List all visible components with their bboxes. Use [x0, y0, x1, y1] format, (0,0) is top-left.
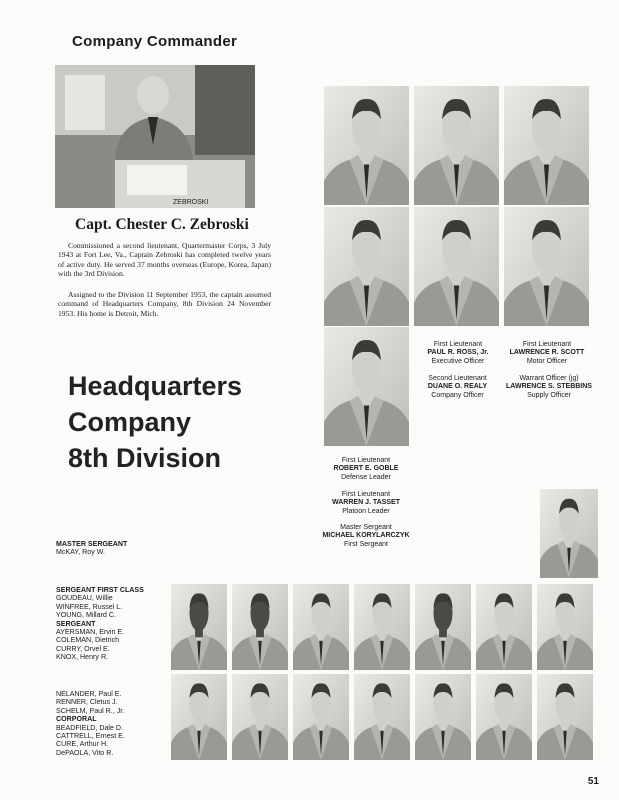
portrait-photo: [537, 674, 593, 760]
roster-name: GOUDEAU, Willie: [56, 594, 113, 603]
roster-master-sergeant: MASTER SERGEANT McKAY, Roy W.: [56, 540, 128, 557]
portrait-photo: [171, 674, 227, 760]
page-number: 51: [587, 776, 599, 787]
roster-name: YOUNG, Millard C.: [56, 611, 116, 620]
roster-name: WINFREE, Russel L.: [56, 602, 123, 611]
portrait-photo: [504, 86, 589, 205]
portrait-photo: [171, 584, 227, 670]
portrait-photo: [293, 584, 349, 670]
portrait-photo: [324, 86, 409, 205]
portrait-photo: [324, 207, 409, 326]
portrait-photo: [415, 584, 471, 670]
roster-name: RENNER, Cletus J.: [56, 698, 118, 707]
portrait-photo: [476, 584, 532, 670]
officer-caption: First Lieutenant ROBERT E. GOBLE Defense Leader: [333, 457, 399, 481]
roster-name: DePAOLA, Vito R.: [56, 748, 114, 757]
officer-caption: First Lieutenant PAUL R. ROSS, Jr. Executive Officer: [427, 341, 489, 365]
officer-caption: Second Lieutenant DUANE O. REALY Company Officer: [427, 375, 488, 399]
portrait-photo: [414, 207, 499, 326]
roster-name: COLEMAN, Dietrich: [56, 636, 120, 645]
portrait-photo: [537, 584, 593, 670]
roster-name: BEADFIELD, Dale D.: [56, 723, 124, 732]
title-line: Company: [68, 407, 192, 437]
roster-name: NELANDER, Paul E.: [56, 690, 122, 698]
commander-photo: [55, 65, 255, 208]
roster-name: McKAY, Roy W.: [56, 548, 106, 557]
portrait-photo: [354, 674, 410, 760]
roster-name: CURE, Arthur H.: [56, 740, 109, 749]
portrait-photo: [324, 327, 409, 446]
officer-caption: Master Sergeant MICHAEL KORYLARCZYK First Sergeant: [322, 524, 410, 548]
portrait-photo: [540, 489, 598, 578]
officer-caption: First Lieutenant LAWRENCE R. SCOTT Motor Officer: [509, 341, 585, 365]
roster-name: SCHELM, Paul R., Jr.: [56, 706, 125, 715]
title-line: 8th Division: [68, 443, 222, 473]
portrait-photo: [504, 207, 589, 326]
commander-name: Capt. Chester C. Zebroski: [75, 216, 249, 233]
page-title: [68, 368, 242, 476]
commander-bio-paragraph: Commissioned a second lieutenant, Quartermaster Corps, 3 July 1943 at Fort Lee, Va., Captain Zebroski has completed twelve years of active duty. He served 37 months overseas (Europe, Korea, Japan) with the 3rd Division.: [58, 241, 271, 279]
title-line: Headquarters: [68, 371, 243, 401]
roster-sergeant-corporal: NELANDER, Paul E. RENNER, Cletus J. SCHELM, Paul R., Jr. CORPORAL BEADFIELD, Dale D. CATTRELL, Ernest E. CURE, Arthur H. DePAOLA, Vito R.: [56, 690, 125, 757]
officer-caption: First Lieutenant WARREN J. TASSET Platoon Leader: [332, 491, 400, 515]
roster-name: CATTRELL, Ernest E.: [56, 732, 125, 741]
portrait-photo: [415, 674, 471, 760]
portrait-photo: [293, 674, 349, 760]
portrait-photo: [354, 584, 410, 670]
commander-bio-paragraph: Assigned to the Division 11 September 1953, the captain assumed command of Headquarters Company, 8th Division 24 November 1953. His home is Detroit, Mich.: [58, 290, 271, 318]
roster-name: AYERSMAN, Ervin E.: [56, 628, 125, 637]
nameplate-text: ZEBROSKI: [173, 199, 209, 206]
portrait-photo: [232, 674, 288, 760]
roster-name: KNOX, Henry R.: [56, 653, 109, 662]
portrait-photo: [476, 674, 532, 760]
roster-sfc-sergeant: SERGEANT FIRST CLASS GOUDEAU, Willie WINFREE, Russel L. YOUNG, Millard C. SERGEANT AYERSMAN, Ervin E. COLEMAN, Dietrich CURRY, Orvel E. KNOX, Henry R.: [56, 586, 144, 662]
roster-name: CURRY, Orvel E.: [56, 644, 110, 653]
portrait-photo: [232, 584, 288, 670]
officer-caption: Warrant Officer (jg) LAWRENCE S. STEBBINS Supply Officer: [506, 375, 592, 399]
section-heading: Company Commander: [72, 33, 238, 50]
portrait-photo: [414, 86, 499, 205]
